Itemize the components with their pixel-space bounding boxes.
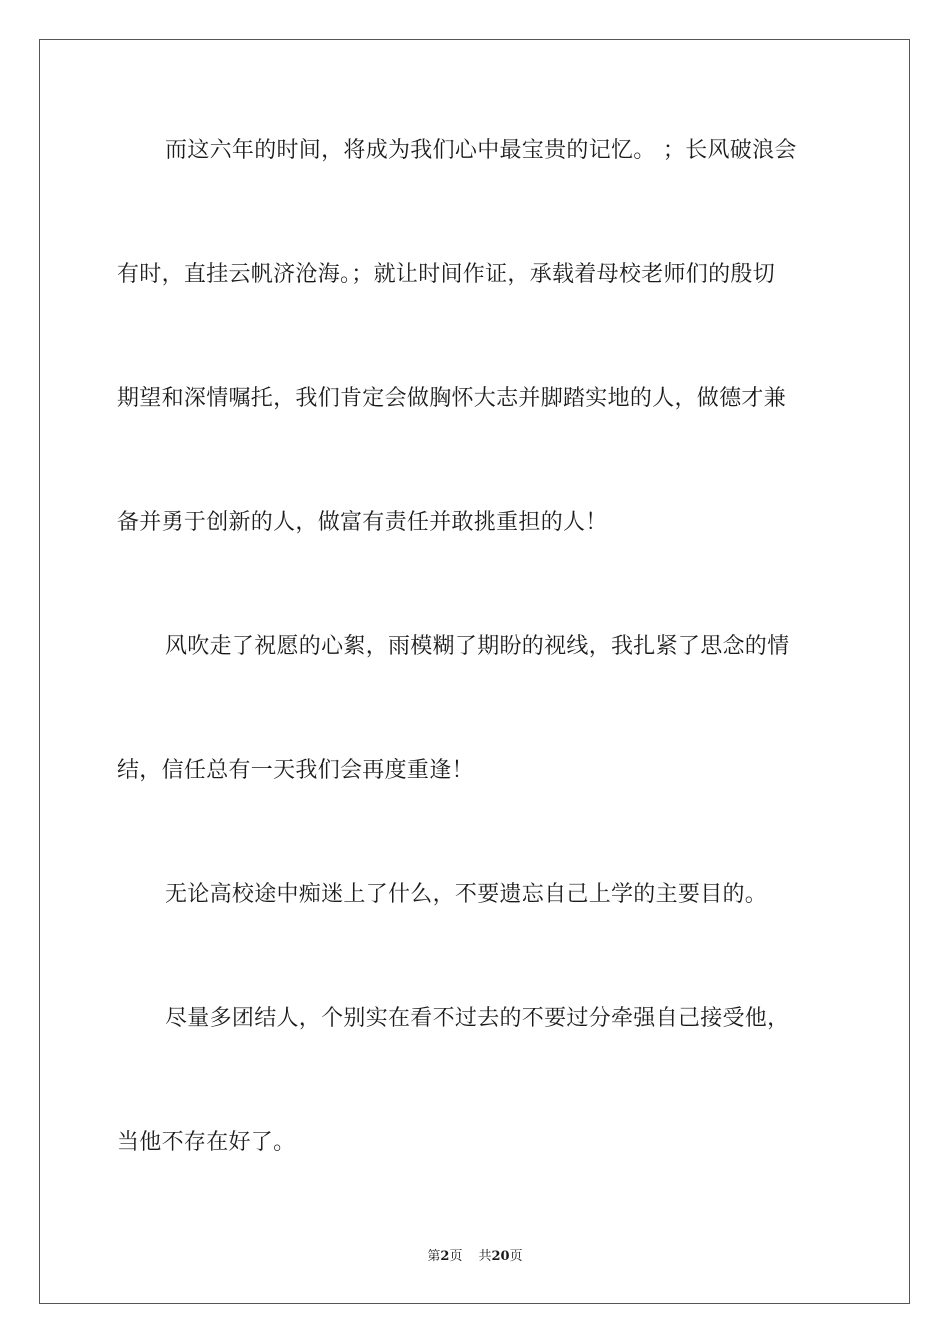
page-number: 2 <box>440 1249 450 1264</box>
page-prefix: 第 <box>427 1249 441 1264</box>
paragraph-2-line-1: 风吹走了祝愿的心絮，雨模糊了期盼的视线，我扎紧了思念的情 <box>165 634 790 659</box>
paragraph-1-line-2: 有时，直挂云帆济沧海。；就让时间作证，承载着母校老师们的殷切 <box>117 262 776 287</box>
page-suffix: 页 <box>449 1249 463 1264</box>
paragraph-4-line-2: 当他不存在好了。 <box>117 1130 296 1155</box>
total-pages: 20 <box>491 1249 510 1264</box>
paragraph-1-line-3: 期望和深情嘱托，我们肯定会做胸怀大志并脚踏实地的人，做德才兼 <box>117 386 787 411</box>
paragraph-4-line-1: 尽量多团结人，个别实在看不过去的不要过分牵强自己接受他， <box>165 1006 790 1031</box>
page-border <box>39 39 910 1304</box>
page-footer <box>0 1249 950 1265</box>
total-prefix: 共 <box>478 1249 492 1264</box>
paragraph-2-line-2: 结，信任总有一天我们会再度重逢！ <box>117 758 474 783</box>
total-suffix: 页 <box>509 1249 523 1264</box>
paragraph-1-line-1: 而这六年的时间，将成为我们心中最宝贵的记忆。 ；长风破浪会 <box>165 138 797 163</box>
paragraph-3-line-1: 无论高校途中痴迷上了什么，不要遗忘自己上学的主要目的。 <box>165 882 768 907</box>
paragraph-1-line-4: 备并勇于创新的人，做富有责任并敢挑重担的人！ <box>117 510 608 535</box>
